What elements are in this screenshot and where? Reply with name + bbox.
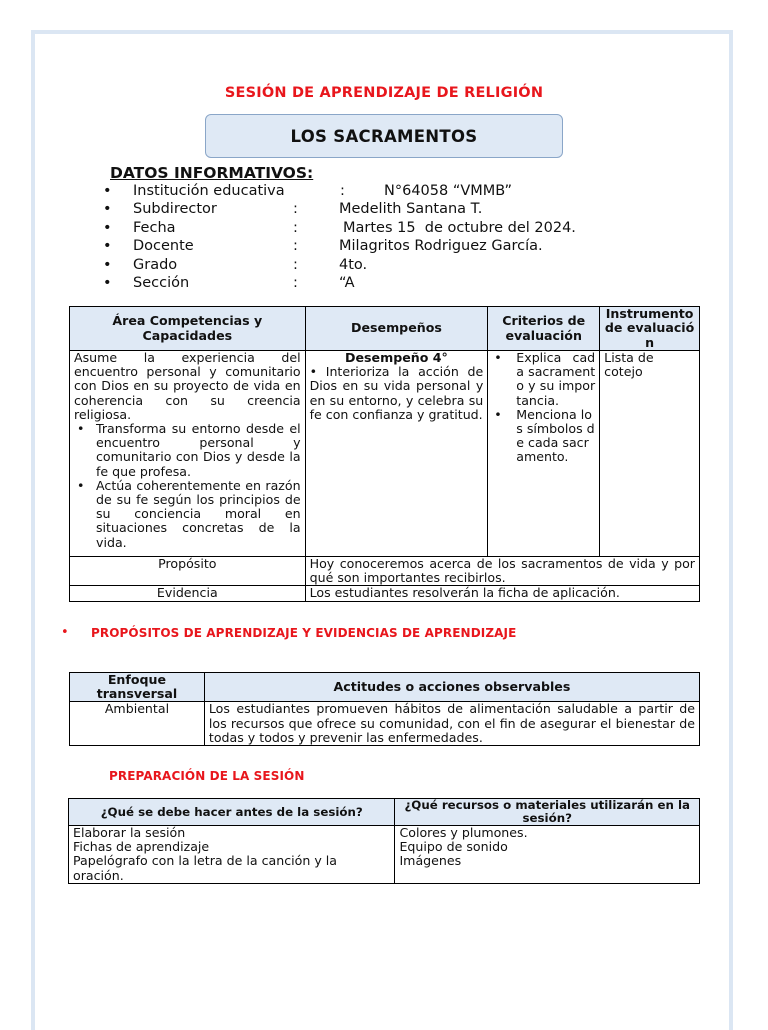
header-antes: ¿Qué se debe hacer antes de la sesión? — [69, 799, 395, 826]
actitudes-value: Los estudiantes promueven hábitos de alimentación saludable a partir de los recursos que ofrece su comunidad, con el fin de asegurar el bienestar de todas y todos y prevenir las enfermedades. — [204, 702, 699, 746]
header-actitudes: Actitudes o acciones observables — [204, 673, 699, 702]
criterio-item: • Menciona los símbolos de cada sacramento. — [492, 408, 595, 465]
datos-value: Medelith Santana T. — [339, 201, 483, 218]
list-item: Colores y plumones. — [399, 825, 528, 840]
bullet-icon: • — [103, 219, 112, 236]
datos-label: Fecha — [133, 219, 176, 236]
table-row — [70, 702, 700, 746]
datos-value: 4to. — [339, 256, 368, 273]
proposito-label: Propósito — [70, 557, 306, 586]
table-row — [70, 557, 700, 586]
antes-cell — [69, 826, 395, 884]
datos-value: “A — [339, 274, 355, 291]
table-row — [69, 826, 700, 884]
datos-label: Grado — [133, 256, 178, 273]
desempeno-cell — [305, 351, 488, 557]
list-item: Papelógrafo con la letra de la canción y la oración. — [73, 853, 338, 883]
bullet-icon: • — [103, 201, 112, 218]
datos-colon: : — [293, 219, 298, 236]
bullet-icon: • — [103, 183, 112, 199]
capacidades-list — [74, 422, 301, 550]
preparacion-table — [68, 798, 700, 884]
propositos-heading: PROPÓSITOS DE APRENDIZAJE Y EVIDENCIAS DE APRENDIZAJE — [91, 626, 517, 640]
list-item: Imágenes — [399, 853, 462, 869]
datos-row-institucion — [0, 183, 768, 201]
bullet-icon: • — [103, 256, 112, 273]
capacidad-item: • Transforma su entorno desde el encuentro personal y comunitario con Dios y desde la fe que profesa. — [74, 422, 301, 479]
preparacion-heading: PREPARACIÓN DE LA SESIÓN — [109, 769, 305, 783]
header-area-competencias: Área Competencias y Capacidades — [70, 307, 306, 351]
enfoque-table — [69, 672, 700, 746]
table-row — [70, 351, 700, 557]
bullet-icon: • — [103, 274, 112, 291]
datos-label: Sección — [133, 274, 190, 291]
datos-value: Martes 15 de octubre del 2024. — [343, 219, 576, 236]
list-item: Equipo de sonido — [399, 839, 508, 855]
topic-box — [205, 114, 563, 158]
datos-row-subdirector — [0, 201, 768, 219]
datos-label: Docente — [133, 238, 194, 255]
datos-value: N°64058 “VMMB” — [384, 183, 512, 199]
bullet-icon: • — [103, 238, 112, 255]
datos-label: Subdirector — [133, 201, 217, 218]
competencia-cell — [70, 351, 306, 557]
table-row — [70, 586, 700, 602]
criterio-item: • Explica cada sacramento y su importancia. — [492, 351, 595, 408]
datos-colon: : — [293, 256, 298, 273]
evidencia-label: Evidencia — [70, 586, 306, 602]
header-recursos: ¿Qué recursos o materiales utilizarán en la sesión? — [395, 799, 700, 826]
enfoque-value: Ambiental — [70, 702, 205, 746]
criterios-cell — [488, 351, 600, 557]
instrumento-cell: Lista de cotejo — [600, 351, 700, 557]
proposito-text: Hoy conoceremos acerca de los sacramentos de vida y por qué son importantes recibirlos. — [305, 557, 699, 586]
table-header-row — [70, 307, 700, 351]
document-title: SESIÓN DE APRENDIZAJE DE RELIGIÓN — [224, 85, 544, 101]
datos-list — [0, 183, 768, 293]
desempeno-text: • Interioriza la acción de Dios en su vida personal y en su entorno, y celebra su fe con confianza y gratitud. — [309, 364, 484, 422]
table-header-row — [70, 673, 700, 702]
competencia-text: Asume la experiencia del encuentro personal y comunitario con Dios en su proyecto de vida en coherencia con su creencia religiosa. — [74, 350, 301, 422]
datos-colon: : — [293, 201, 298, 218]
desempeno-title: Desempeño 4° — [345, 350, 448, 365]
bullet-icon: • — [61, 625, 69, 640]
datos-heading: DATOS INFORMATIVOS: — [110, 164, 314, 182]
header-desempenos: Desempeños — [305, 307, 488, 351]
list-item: Fichas de aprendizaje — [73, 839, 210, 855]
capacidad-item: • Actúa coherentemente en razón de su fe según los principios de su conciencia moral en situaciones concretas de la vida. — [74, 479, 301, 550]
competencias-table — [69, 306, 700, 602]
criterios-list — [492, 351, 595, 465]
evidencia-text: Los estudiantes resolverán la ficha de aplicación. — [305, 586, 699, 602]
datos-row-fecha — [0, 220, 768, 238]
header-criterios: Criterios de evaluación — [488, 307, 600, 351]
datos-label: Institución educativa — [133, 183, 285, 199]
datos-colon: : — [293, 274, 298, 291]
header-instrumento: Instrumento de evaluación — [600, 307, 700, 351]
header-enfoque: Enfoque transversal — [70, 673, 205, 702]
datos-value: Milagritos Rodriguez García. — [339, 238, 543, 255]
table-header-row — [69, 799, 700, 826]
recursos-cell — [395, 826, 700, 884]
datos-row-seccion — [0, 275, 768, 293]
datos-row-grado — [0, 257, 768, 275]
list-item: Elaborar la sesión — [73, 825, 186, 840]
datos-colon: : — [340, 183, 345, 199]
datos-colon: : — [293, 238, 298, 255]
topic-title: LOS SACRAMENTOS — [290, 126, 478, 146]
datos-row-docente — [0, 238, 768, 256]
